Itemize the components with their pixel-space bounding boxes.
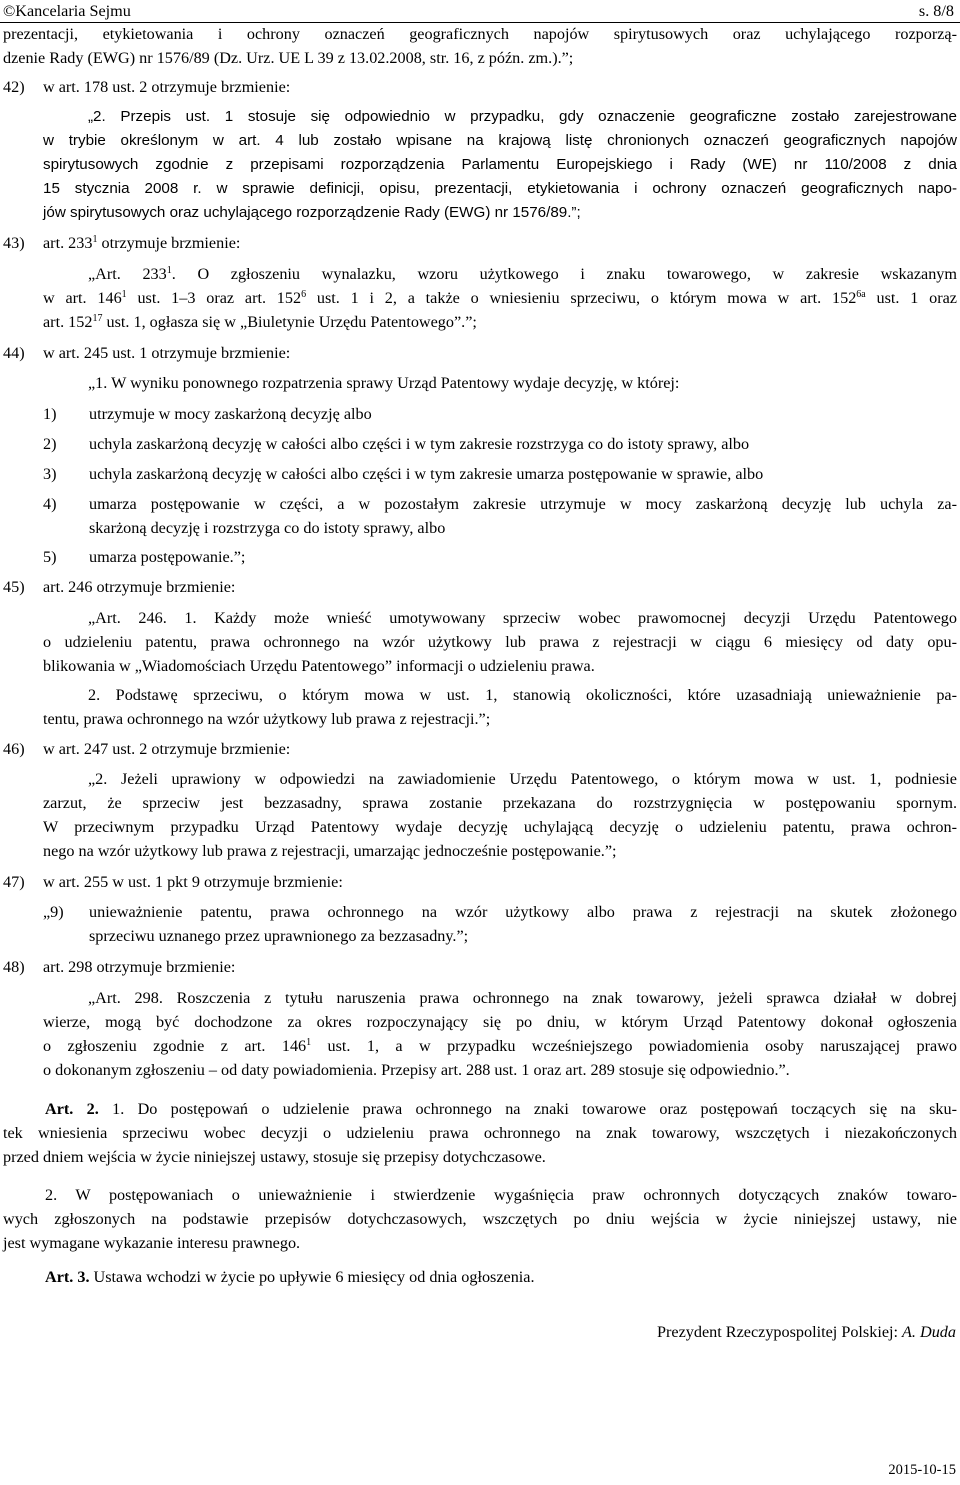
text-line: jów spirytusowych oraz uchylającego rozporządzenie Rady (EWG) nr 1576/89.”; <box>43 204 581 221</box>
text-line: jest wymagane wykazanie interesu prawnego. <box>3 1234 301 1252</box>
text-line: o udzieleniu patentu, prawa ochronnego na wzór użytkowy lub prawa z rejestracji w ciągu 6 miesięcy od daty opu- <box>43 633 957 651</box>
item-number: 43) <box>3 234 25 252</box>
item-number: 48) <box>3 958 25 976</box>
text-line: „Art. 246. 1. Każdy może wnieść umotywowany sprzeciw wobec prawomocnej decyzji Urzędu Patentowego <box>88 609 957 627</box>
text-line: W przeciwnym przypadku Urząd Patentowy wydaje decyzję uchylającą decyzję o udzieleniu patentu, prawa ochron- <box>43 818 957 836</box>
header-source: ©Kancelaria Sejmu <box>3 2 131 20</box>
item-number: 44) <box>3 344 25 362</box>
item-number: 46) <box>3 740 25 758</box>
text-line: sprzeciwu uznanego przez uprawnionego za bezzasadny.”; <box>89 927 469 945</box>
item-number: 47) <box>3 873 25 891</box>
item-heading: w art. 245 ust. 1 otrzymuje brzmienie: <box>43 344 291 362</box>
list-item-number: 1) <box>43 405 57 423</box>
list-item: uchyla zaskarżoną decyzję w całości albo części i w tym zakresie rozstrzyga co do istoty sprawy, albo <box>89 435 750 453</box>
list-item-number: 3) <box>43 465 57 483</box>
text-line: prezentacji, etykietowania i ochrony oznaczeń geograficznych napojów spirytusowych oraz uchylającego rozporzą- <box>3 25 957 43</box>
item-number: 42) <box>3 78 25 96</box>
text-line: wierze, mogą być dochodzone za okres rozpoczynający się po dniu, w którym Urząd Patentowy dokonał ogłoszenia <box>43 1013 957 1031</box>
text-line: spirytusowych zgodnie z przepisami rozporządzenia Parlamentu Europejskiego i Rady (WE) nr 110/2008 z dnia <box>43 156 957 173</box>
text-line: zarzut, że sprzeciw jest bezzasadny, sprawa zostanie przekazana do rozstrzygnięcia w postępowaniu spornym. <box>43 794 957 812</box>
item-heading: art. $233^1$ otrzymuje brzmienie: <box>43 234 241 252</box>
list-item: umarza postępowanie.”; <box>89 548 246 566</box>
text-line: „1. W wyniku ponownego rozpatrzenia sprawy Urząd Patentowy wydaje decyzję, w której: <box>88 374 680 392</box>
list-item: uchyla zaskarżoną decyzję w całości albo części i w tym zakresie umarza postępowanie w sprawie, albo <box>89 465 764 483</box>
list-item-number: „9) <box>43 903 64 921</box>
item-heading: w art. 247 ust. 2 otrzymuje brzmienie: <box>43 740 291 758</box>
text-line: 2. W postępowaniach o unieważnienie i stwierdzenie wygaśnięcia praw ochronnych dotyczących znaków towaro- <box>45 1186 957 1204</box>
text-line: nego na wzór użytkowy lub prawa z rejestracji, umarzając jednocześnie postępowanie.”; <box>43 842 617 860</box>
item-heading: w art. 178 ust. 2 otrzymuje brzmienie: <box>43 78 291 96</box>
text-line: w trybie określonym w art. 4 lub zostało wpisane na krajową listę chronionych oznaczeń geograficznych napojów <box>43 132 957 149</box>
item-heading: w art. 255 w ust. 1 pkt 9 otrzymuje brzmienie: <box>43 873 343 891</box>
text-line: „Art. 298. Roszczenia z tytułu naruszenia prawa ochronnego na znak towarowy, jeżeli sprawca działał w dobrej <box>88 989 957 1007</box>
signatory-name: A. Duda <box>902 1323 956 1341</box>
text-line: blikowania w „Wiadomościach Urzędu Patentowego” informacji o udzieleniu prawa. <box>43 657 595 675</box>
text-line: dzenie Rady (EWG) nr 1576/89 (Dz. Urz. UE L 39 z 13.02.2008, str. 16, z późn. zm.).”; <box>3 49 574 67</box>
list-item: skarżoną decyzję i rozstrzyga co do istoty sprawy, albo <box>89 519 446 537</box>
text-line: „2. Przepis ust. 1 stosuje się odpowiednio w przypadku, gdy oznaczenie geograficzne zostało zarejestrowane <box>88 108 957 125</box>
text-line: tek wniesienia sprzeciwu wobec decyzji o udzieleniu prawa ochronnego na znak towarowy, wszczętych i niezakończonych <box>3 1124 957 1142</box>
text-line: „Art. $233^1$. O zgłoszeniu wynalazku, wzoru użytkowego i znaku towarowego, w zakresie wskazanym <box>88 265 957 283</box>
text-line: o dokonanym zgłoszeniu – od daty powiadomienia. Przepisy art. 288 ust. 1 oraz art. 289 stosuje się odpowiednio.”. <box>43 1061 790 1079</box>
list-item-number: 2) <box>43 435 57 453</box>
article-label: Art. 3. <box>45 1268 90 1286</box>
footer-date: 2015-10-15 <box>888 1462 956 1478</box>
list-item-number: 4) <box>43 495 57 513</box>
page-header <box>0 0 960 23</box>
text-line: tentu, prawa ochronnego na wzór użytkowy lub prawa z rejestracji.”; <box>43 710 491 728</box>
text-line: o zgłoszeniu zgodnie z art. $146^1$ ust. 1, a w przypadku wcześniejszego powiadomienia osoby naruszającej prawo <box>43 1037 957 1055</box>
text-line: „2. Jeżeli uprawiony w odpowiedzi na zawiadomienie Urzędu Patentowego, o którym mowa w ust. 1, podniesie <box>88 770 957 788</box>
text-line: przed dniem wejścia w życie niniejszej ustawy, stosuje się przepisy dotychczasowe. <box>3 1148 546 1166</box>
list-item-number: 5) <box>43 548 57 566</box>
header-page-number: s. 8/8 <box>918 2 954 20</box>
item-heading: art. 246 otrzymuje brzmienie: <box>43 578 236 596</box>
text-line: 15 stycznia 2008 r. w sprawie definicji, opisu, prezentacji, etykietowania i ochrony oznaczeń geograficznych napo- <box>43 180 957 197</box>
article-label: Art. 2. <box>45 1100 99 1118</box>
text-line: w art. $146^1$ ust. 1–3 oraz art. $152^6$ ust. 1 i 2, a także o wniesieniu sprzeciwu, o którym mowa w art. $152^{6a}$ ust. 1 oraz <box>43 289 957 307</box>
list-item: umarza postępowanie w części, a w pozostałym zakresie utrzymuje w mocy zaskarżoną decyzję lub uchyla za- <box>89 495 957 513</box>
text-line: wych zgłoszonych na podstawie przepisów dotychczasowych, wszczętych po dniu wejścia w życie niniejszej ustawy, nie <box>3 1210 957 1228</box>
article-3-text: Art. 3. Ustawa wchodzi w życie po upływie 6 miesięcy od dnia ogłoszenia. <box>45 1268 535 1286</box>
text-line: unieważnienie patentu, prawa ochronnego na wzór użytkowy albo prawa z rejestracji na skutek złożonego <box>89 903 957 921</box>
text-line: art. $152^{17}$ ust. 1, ogłasza się w „Biuletynie Urzędu Patentowego”.”; <box>43 313 477 331</box>
item-heading: art. 298 otrzymuje brzmienie: <box>43 958 236 976</box>
item-number: 45) <box>3 578 25 596</box>
list-item: utrzymuje w mocy zaskarżoną decyzję albo <box>89 405 372 423</box>
article-2-text: Art. 2. 1. Do postępowań o udzielenie prawa ochronnego na znaki towarowe oraz postępowań toczących się na sku- <box>45 1100 957 1118</box>
text-line: 2. Podstawę sprzeciwu, o którym mowa w ust. 1, stanowią okoliczności, które uzasadniają unieważnienie pa- <box>88 686 957 704</box>
signature: Prezydent Rzeczypospolitej Polskiej: A. Duda <box>657 1323 956 1341</box>
